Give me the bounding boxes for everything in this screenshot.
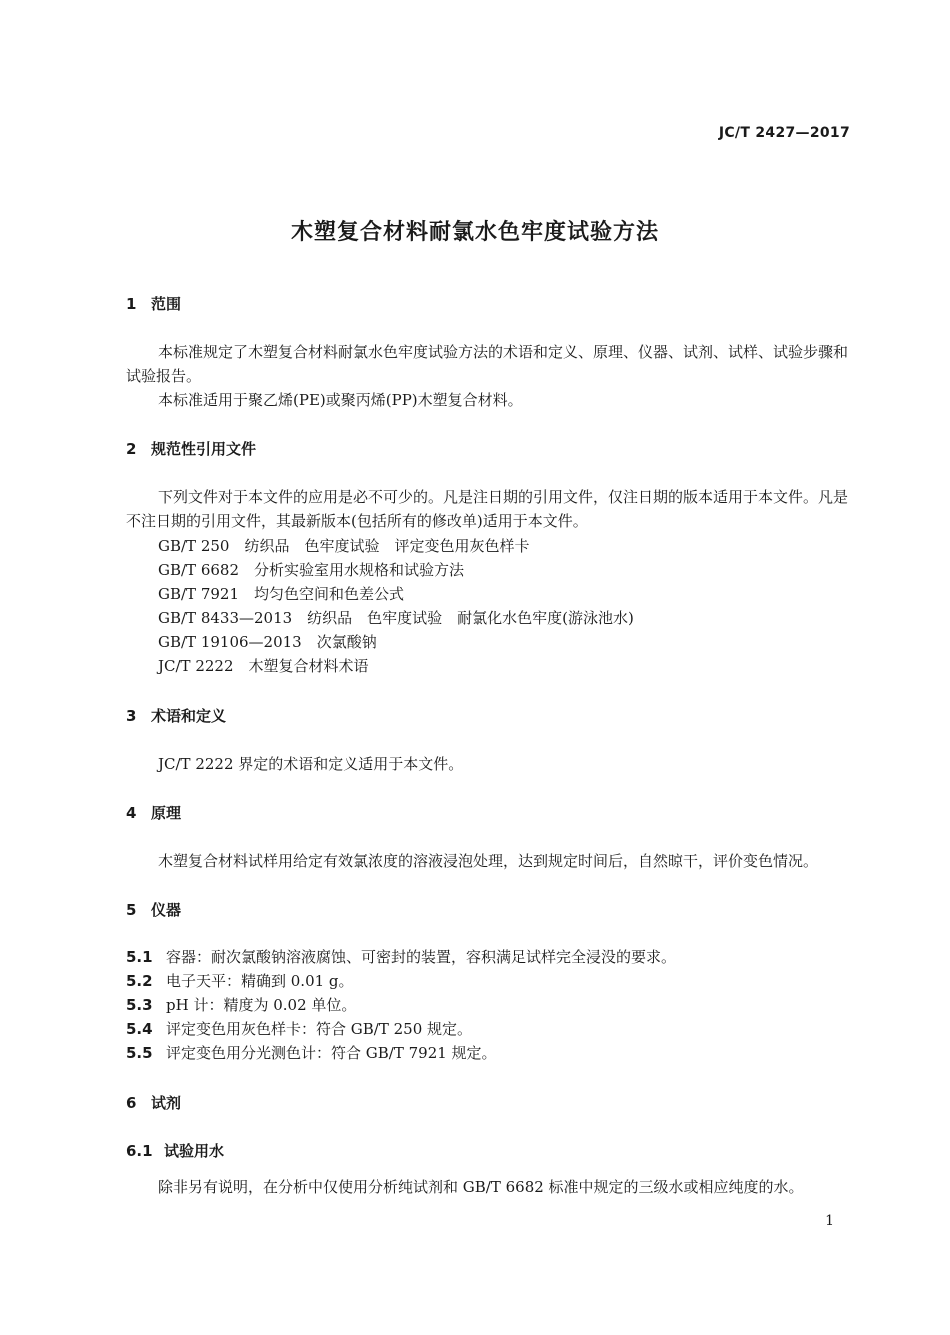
section-title: 范围 xyxy=(151,295,182,313)
clause-5-2 xyxy=(126,970,354,991)
section-title: 试剂 xyxy=(151,1094,182,1112)
section-number: 6 xyxy=(126,1094,137,1112)
section-2-paragraph-1: 下列文件对于本文件的应用是必不可少的。凡是注日期的引用文件，仅注日期的版本适用于本文件。凡是不注日期的引用文件，其最新版本(包括所有的修改单)适用于本文件。 xyxy=(126,488,849,530)
clause-text: 容器：耐次氯酸钠溶液腐蚀、可密封的装置，容积满足试样完全浸没的要求。 xyxy=(166,948,677,966)
section-number: 5 xyxy=(126,901,137,919)
reference-item: JC/T 2222 木塑复合材料术语 xyxy=(158,657,369,675)
standard-number: JC/T 2427—2017 xyxy=(718,125,850,141)
page-number: 1 xyxy=(825,1213,834,1229)
subsection-6-1-heading xyxy=(126,1140,224,1161)
document-title: 木塑复合材料耐氯水色牢度试验方法 xyxy=(290,220,659,245)
section-number: 3 xyxy=(126,707,137,725)
clause-number: 5.3 xyxy=(126,996,153,1014)
section-3-heading xyxy=(126,705,226,726)
clause-text: pH 计：精度为 0.02 单位。 xyxy=(166,996,357,1014)
subsection-title: 试验用水 xyxy=(164,1142,225,1160)
clause-5-4 xyxy=(126,1018,472,1039)
subsection-6-1-paragraph-1: 除非另有说明，在分析中仅使用分析纯试剂和 GB/T 6682 标准中规定的三级水或相应纯度的水。 xyxy=(158,1178,804,1196)
clause-number: 5.5 xyxy=(126,1044,153,1062)
clause-number: 5.1 xyxy=(126,948,153,966)
subsection-number: 6.1 xyxy=(126,1142,153,1160)
section-4-paragraph-1: 木塑复合材料试样用给定有效氯浓度的溶液浸泡处理，达到规定时间后，自然晾干，评价变色情况。 xyxy=(158,852,819,870)
section-2-heading xyxy=(126,438,256,459)
section-number: 1 xyxy=(126,295,137,313)
section-title: 原理 xyxy=(151,804,182,822)
reference-item: GB/T 6682 分析实验室用水规格和试验方法 xyxy=(158,561,465,579)
clause-5-3 xyxy=(126,994,356,1015)
section-1-heading xyxy=(126,293,181,314)
reference-item: GB/T 8433—2013 纺织品 色牢度试验 耐氯化水色牢度(游泳池水) xyxy=(158,609,634,627)
clause-text: 评定变色用分光测色计：符合 GB/T 7921 规定。 xyxy=(166,1044,497,1062)
clause-text: 电子天平：精确到 0.01 g。 xyxy=(166,972,354,990)
clause-number: 5.4 xyxy=(126,1020,153,1038)
section-title: 仪器 xyxy=(151,901,182,919)
reference-item: GB/T 7921 均匀色空间和色差公式 xyxy=(158,585,405,603)
clause-5-5 xyxy=(126,1042,497,1063)
section-4-heading xyxy=(126,802,181,823)
section-1-paragraph-1: 本标准规定了木塑复合材料耐氯水色牢度试验方法的术语和定义、原理、仪器、试剂、试样、试验步骤和试验报告。 xyxy=(126,343,849,385)
clause-text: 评定变色用灰色样卡：符合 GB/T 250 规定。 xyxy=(166,1020,473,1038)
reference-item: GB/T 19106—2013 次氯酸钠 xyxy=(158,633,377,651)
section-title: 术语和定义 xyxy=(151,707,227,725)
reference-item: GB/T 250 纺织品 色牢度试验 评定变色用灰色样卡 xyxy=(158,537,530,555)
section-number: 2 xyxy=(126,440,137,458)
section-6-heading xyxy=(126,1092,181,1113)
section-1-paragraph-2: 本标准适用于聚乙烯(PE)或聚丙烯(PP)木塑复合材料。 xyxy=(158,391,523,409)
section-3-paragraph-1: JC/T 2222 界定的术语和定义适用于本文件。 xyxy=(158,755,464,773)
section-5-heading xyxy=(126,899,181,920)
clause-number: 5.2 xyxy=(126,972,153,990)
clause-5-1 xyxy=(126,946,676,967)
section-number: 4 xyxy=(126,804,137,822)
section-title: 规范性引用文件 xyxy=(151,440,257,458)
